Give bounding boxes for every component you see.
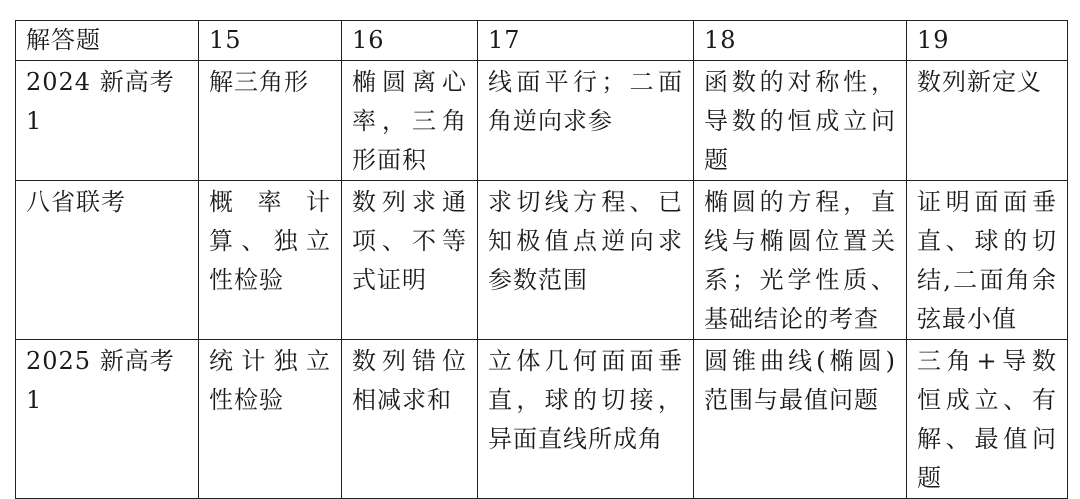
table-cell: 圆锥曲线(椭圆)范围与最值问题 [694, 340, 907, 499]
table-cell: 椭圆离心率，三角形面积 [342, 61, 478, 181]
header-cell-q17: 17 [478, 21, 694, 61]
header-cell-category: 解答题 [16, 21, 199, 61]
table-row [16, 61, 1068, 181]
exam-comparison-table [15, 20, 1068, 499]
exam-name-cell: 2025 新高考 1 [16, 340, 199, 499]
header-cell-q18: 18 [694, 21, 907, 61]
header-cell-q16: 16 [342, 21, 478, 61]
exam-name-cell: 2024 新高考 1 [16, 61, 199, 181]
table-cell: 线面平行；二面角逆向求参 [478, 61, 694, 181]
table-cell: 解三角形 [199, 61, 342, 181]
table-cell: 求切线方程、已知极值点逆向求参数范围 [478, 181, 694, 340]
table-cell: 概率计算、独立性检验 [199, 181, 342, 340]
table-cell: 证明面面垂直、球的切结,二面角余弦最小值 [907, 181, 1068, 340]
table-row [16, 340, 1068, 499]
table-cell: 数列求通项、不等式证明 [342, 181, 478, 340]
header-cell-q19: 19 [907, 21, 1068, 61]
table-cell: 数列错位相减求和 [342, 340, 478, 499]
table-cell: 统计独立性检验 [199, 340, 342, 499]
exam-name-cell: 八省联考 [16, 181, 199, 340]
table-header-row [16, 21, 1068, 61]
table-row [16, 181, 1068, 340]
header-cell-q15: 15 [199, 21, 342, 61]
table-cell: 立体几何面面垂直，球的切接，异面直线所成角 [478, 340, 694, 499]
table-cell: 函数的对称性，导数的恒成立问题 [694, 61, 907, 181]
table-cell: 三角+导数恒成立、有解、最值问题 [907, 340, 1068, 499]
table-cell: 数列新定义 [907, 61, 1068, 181]
table-cell: 椭圆的方程，直线与椭圆位置关系；光学性质、基础结论的考查 [694, 181, 907, 340]
